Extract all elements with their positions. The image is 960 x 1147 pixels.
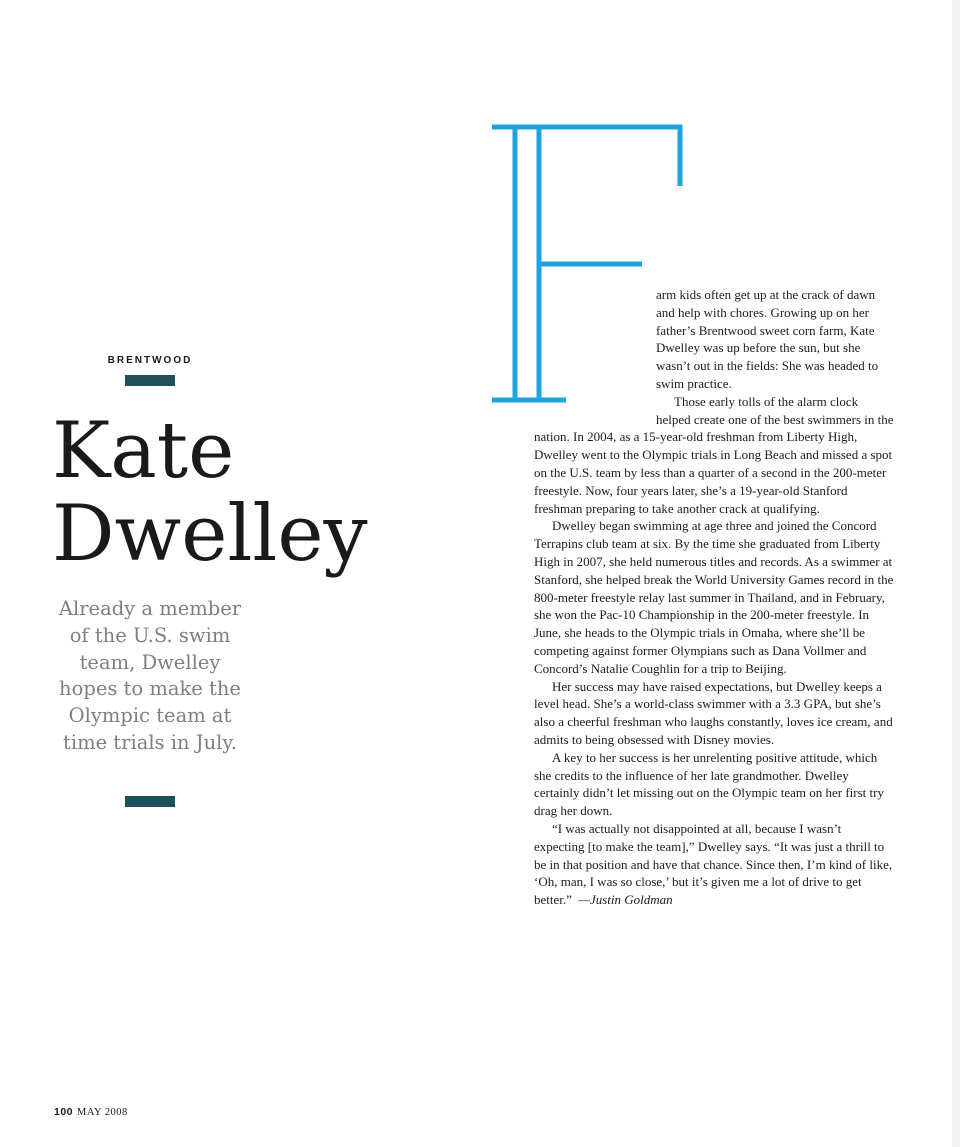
headline [52, 406, 368, 579]
headline-line-2: Dwelley [52, 489, 368, 579]
byline: —Justin Goldman [578, 892, 673, 908]
section-label: BRENTWOOD [107, 355, 193, 366]
section-rule-top [125, 375, 175, 386]
dropcap-space [534, 286, 656, 428]
article-paragraph-6 [534, 820, 894, 909]
article-paragraph-2: Those early tolls of the alarm clock helped create one of the best swimmers in the nation. In 2004, as a 15-year-old freshman from Liberty High, Dwelley went to the Olympic trials in Long Beach and missed a spot on the U.S. team by less than a quarter of a second in the 200-meter freestyle. Now, four years later, she’s a 19-year-old Stanford freshman preparing to take another crack at qualifying. [534, 393, 894, 516]
page-edge [952, 0, 960, 1147]
page-number: 100 [54, 1106, 74, 1118]
section-rule-bottom [125, 796, 175, 807]
article-paragraph-1: arm kids often get up at the crack of dawn and help with chores. Growing up on her father’s Brentwood sweet corn farm, Kate Dwelley was up before the sun, but she wasn’t out in the fields: She was headed to swim practice. [656, 287, 879, 391]
article-paragraph-3: Dwelley began swimming at age three and joined the Concord Terrapins club team at six. By the time she graduated from Liberty High in 2007, she held numerous titles and records. As a swimmer at Stanford, she helped break the World University Games record in the 800-meter freestyle relay last summer in Thailand, and in February, she won the Pac-10 Championship in the 200-meter freestyle. In June, she heads to the Olympic trials in Omaha, where she’ll be competing against former Olympians such as Dana Vollmer and Concord’s Natalie Coughlin for a trip to Beijing. [534, 518, 894, 676]
article-paragraph-6-text: “I was actually not disappointed at all, because I wasn’t expecting [to make the team],” Dwelley says. “It was just a thrill to be in that position and have that chance. Since then, I’m kind of like, ‘Oh, man, I was so close,’ but it’s given me a lot of drive to get better.” [534, 820, 893, 908]
folio [54, 1106, 128, 1118]
article-body [534, 286, 894, 909]
headline-line-1: Kate [52, 406, 235, 496]
issue-date: MAY 2008 [77, 1107, 128, 1118]
article-paragraph-5: A key to her success is her unrelenting positive attitude, which she credits to the influence of her late grandmother. Dwelley certainly didn’t let missing out on the Olympic team on her first try drag her down. [534, 749, 884, 819]
article-paragraph-4: Her success may have raised expectations, but Dwelley keeps a level head. She’s a world-class swimmer with a 3.3 GPA, but she’s also a cheerful freshman who laughs constantly, loves ice cream, and admits to being obsessed with Disney movies. [534, 678, 893, 747]
deck: Already a member of the U.S. swim team, Dwelley hopes to make the Olympic team at time trials in July. [58, 597, 242, 754]
